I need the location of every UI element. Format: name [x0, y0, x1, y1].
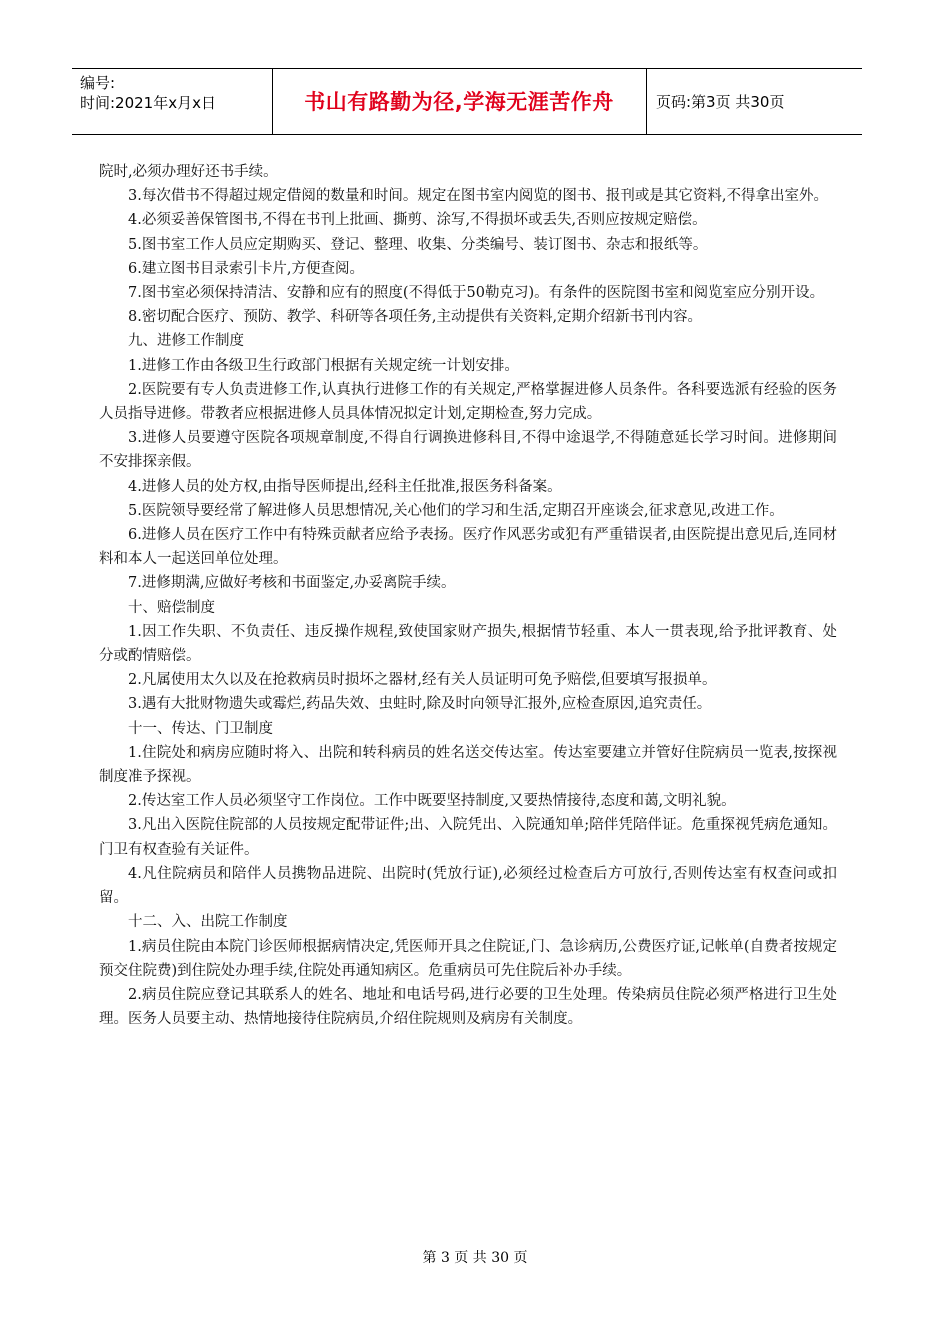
paragraph: 7.进修期满,应做好考核和书面鉴定,办妥离院手续。: [128, 575, 456, 592]
section-heading: 十一、传达、门卫制度: [128, 720, 273, 737]
paragraph: 7.图书室必须保持清洁、安静和应有的照度(不得低于50勒克习)。有条件的医院图书室和阅览室应分别开设。: [128, 285, 825, 302]
paragraph: 1.住院处和病房应随时将入、出院和转科病员的姓名送交传达室。传达室要建立并管好住院病员一览表,按探视制度准予探视。: [99, 744, 837, 786]
paragraph: 3.每次借书不得超过规定借阅的数量和时间。规定在图书室内阅览的图书、报刊或是其它资料,不得拿出室外。: [128, 188, 828, 205]
paragraph: 5.医院领导要经常了解进修人员思想情况,关心他们的学习和生活,定期召开座谈会,征求意见,改进工作。: [128, 502, 784, 519]
page-footer: 第 3 页 共 30 页: [422, 1250, 528, 1266]
paragraph: 6.建立图书目录索引卡片,方便查阅。: [128, 260, 364, 277]
document-time-label: 时间:2021年x月x日: [80, 94, 216, 112]
paragraph: 4.必须妥善保管图书,不得在书刊上批画、撕剪、涂写,不得损坏或丢失,否则应按规定赔偿。: [128, 212, 707, 229]
paragraph: 1.进修工作由各级卫生行政部门根据有关规定统一计划安排。: [128, 357, 519, 374]
paragraph: 6.进修人员在医疗工作中有特殊贡献者应给予表扬。医疗作风恶劣或犯有严重错误者,由医院提出意见后,连同材料和本人一起送回单位处理。: [99, 527, 837, 568]
paragraph: 4.进修人员的处方权,由指导医师提出,经科主任批准,报医务科备案。: [128, 478, 562, 495]
header-page-info: 页码:第3页 共30页: [656, 92, 785, 111]
document-body: [99, 160, 837, 1031]
paragraph: 1.因工作失职、不负责任、违反操作规程,致使国家财产损失,根据情节轻重、本人一贯表现,给予批评教育、处分或酌情赔偿。: [99, 623, 837, 665]
paragraph: 2.传达室工作人员必须坚守工作岗位。工作中既要坚持制度,又要热情接待,态度和蔼,文明礼貌。: [128, 793, 736, 810]
header-divider-right: [646, 68, 647, 134]
document-number-label: 编号:: [80, 74, 116, 92]
paragraph: 8.密切配合医疗、预防、教学、科研等各项任务,主动提供有关资料,定期介绍新书刊内容。: [128, 309, 703, 326]
header-meta: [80, 73, 216, 113]
paragraph: 3.凡出入医院住院部的人员按规定配带证件;出、入院凭出、入院通知单;陪伴凭陪伴证。危重探视凭病危通知。门卫有权查验有关证件。: [99, 817, 837, 858]
paragraph: 1.病员住院由本院门诊医师根据病情决定,凭医师开具之住院证,门、急诊病历,公费医疗证,记帐单(自费者按规定预交住院费)到住院处办理手续,住院处再通知病区。危重病员可先住院后补办手续。: [99, 938, 837, 979]
paragraph: 2.医院要有专人负责进修工作,认真执行进修工作的有关规定,严格掌握进修人员条件。各科要选派有经验的医务人员指导进修。带教者应根据进修人员具体情况拟定计划,定期检查,努力完成。: [99, 381, 837, 423]
paragraph: 3.遇有大批财物遗失或霉烂,药品失效、虫蛀时,除及时向领导汇报外,应检查原因,追究责任。: [128, 696, 712, 713]
paragraph: 4.凡住院病员和陪伴人员携物品进院、出院时(凭放行证),必须经过检查后方可放行,否则传达室有权查问或扣留。: [99, 865, 837, 907]
section-heading: 十、赔偿制度: [128, 599, 215, 616]
paragraph: 2.凡属使用太久以及在抢救病员时损坏之器材,经有关人员证明可免予赔偿,但要填写报损单。: [128, 672, 717, 689]
paragraph: 2.病员住院应登记其联系人的姓名、地址和电话号码,进行必要的卫生处理。传染病员住院必须严格进行卫生处理。医务人员要主动、热情地接待住院病员,介绍住院规则及病房有关制度。: [99, 986, 837, 1028]
header-motto: 书山有路勤为径,学海无涯苦作舟: [304, 90, 614, 114]
paragraph: 5.图书室工作人员应定期购买、登记、整理、收集、分类编号、装订图书、杂志和报纸等。: [128, 236, 708, 253]
paragraph: 院时,必须办理好还书手续。: [99, 164, 278, 180]
paragraph: 3.进修人员要遵守医院各项规章制度,不得自行调换进修科目,不得中途退学,不得随意延长学习时间。进修期间不安排探亲假。: [99, 430, 837, 471]
section-heading: 十二、入、出院工作制度: [128, 914, 288, 931]
section-heading: 九、进修工作制度: [128, 333, 244, 350]
header-bottom-rule: [72, 134, 862, 135]
